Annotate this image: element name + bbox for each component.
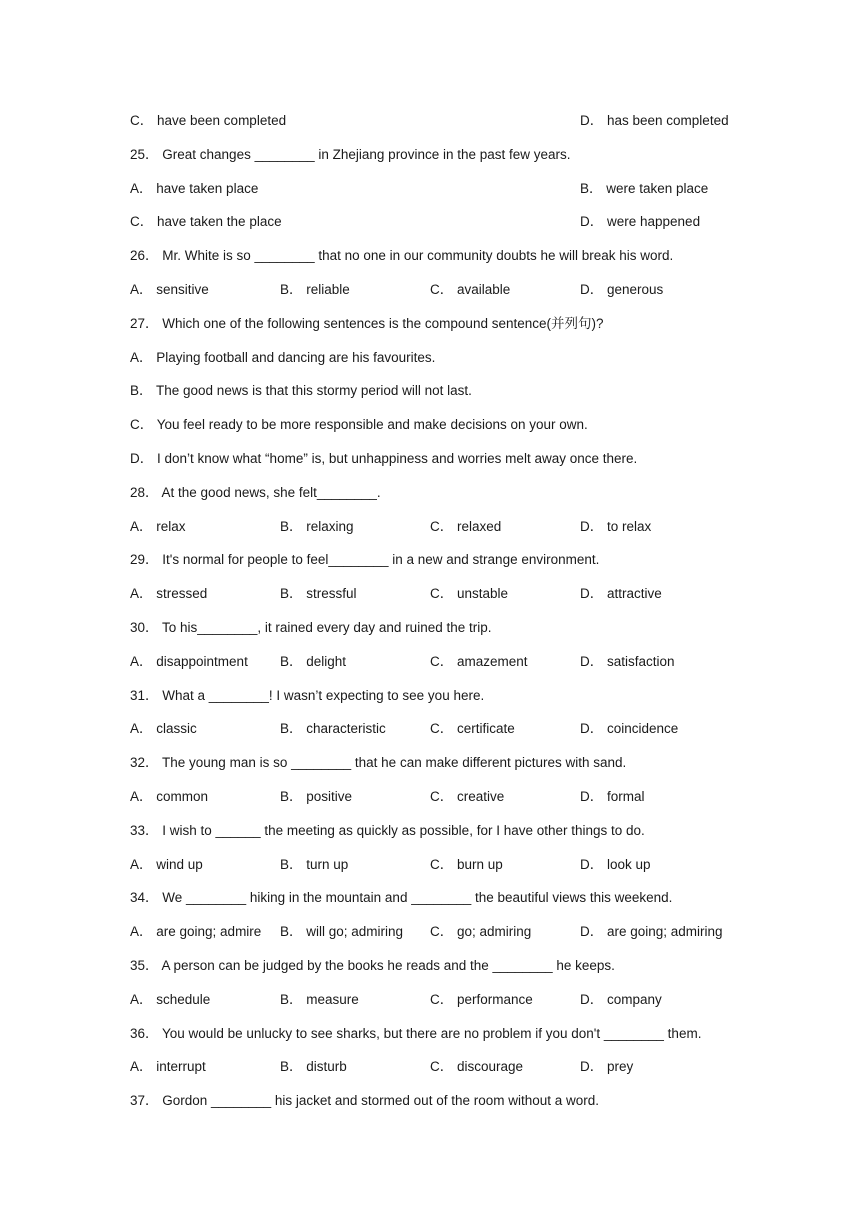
option: A． sensitive <box>130 282 209 297</box>
option: B． were taken place <box>580 180 709 196</box>
option: D． has been completed <box>580 113 729 128</box>
option: D． coincidence <box>580 721 679 737</box>
option: B． delight <box>280 653 347 669</box>
question-line: 36． You would be unlucky to see sharks, but there are no problem if you don't ________ them. <box>130 1025 702 1041</box>
option: C． go; admiring <box>430 924 532 940</box>
option: A． stressed <box>130 586 208 602</box>
option: D． generous <box>580 282 664 297</box>
option: D． attractive <box>580 586 662 602</box>
option: D． formal <box>580 789 645 804</box>
option: D． look up <box>580 856 651 872</box>
option: B． characteristic <box>280 721 386 737</box>
question-line: 34． We ________ hiking in the mountain and ________ the beautiful views this weekend. <box>130 890 673 906</box>
option: D． to relax <box>580 518 652 534</box>
option: A． common <box>130 789 209 804</box>
option: A． relax <box>130 518 186 534</box>
option: B． stressful <box>280 586 357 602</box>
question-line: 32． The young man is so ________ that he can make different pictures with sand. <box>130 755 627 771</box>
option: C． burn up <box>430 856 503 872</box>
option: C． have taken the place <box>130 214 282 230</box>
option: A． schedule <box>130 991 211 1007</box>
question-line: 27． Which one of the following sentences is the compound sentence(并列句)? <box>130 315 604 331</box>
option: D． satisfaction <box>580 653 675 669</box>
option: C． discourage <box>430 1059 524 1075</box>
option: A． are going; admire <box>130 924 262 940</box>
option: D． company <box>580 991 662 1007</box>
option: C． certificate <box>430 721 515 737</box>
option: C． available <box>430 282 511 297</box>
option: C． relaxed <box>430 518 502 534</box>
option: C． amazement <box>430 653 528 669</box>
option: A． interrupt <box>130 1059 206 1075</box>
option: B． disturb <box>280 1059 347 1075</box>
question-line: 29． It's normal for people to feel________ in a new and strange environment. <box>130 552 600 568</box>
option: A． wind up <box>130 856 203 872</box>
option: C． creative <box>430 789 505 804</box>
question-line: A． Playing football and dancing are his favourites. <box>130 349 436 365</box>
question-line: 28． At the good news, she felt________. <box>130 484 381 500</box>
question-line: C． You feel ready to be more responsible and make decisions on your own. <box>130 417 588 433</box>
option: A． have taken place <box>130 180 259 196</box>
option: D． were happened <box>580 214 701 230</box>
option: C． performance <box>430 991 533 1007</box>
question-line: 37． Gordon ________ his jacket and stormed out of the room without a word. <box>130 1093 600 1109</box>
option: B． measure <box>280 991 359 1007</box>
option: D． prey <box>580 1059 634 1075</box>
option: B． positive <box>280 789 353 804</box>
option: A． disappointment <box>130 653 248 669</box>
option: B． will go; admiring <box>280 924 404 940</box>
question-line: 31． What a ________! I wasn’t expecting to see you here. <box>130 687 485 703</box>
option: D． are going; admiring <box>580 924 723 940</box>
option: B． reliable <box>280 282 350 297</box>
question-line: B． The good news is that this stormy period will not last. <box>130 383 472 399</box>
question-line: 30． To his________, it rained every day and ruined the trip. <box>130 620 492 635</box>
option: B． turn up <box>280 856 349 872</box>
option: C． unstable <box>430 586 509 602</box>
option: B． relaxing <box>280 518 354 534</box>
option: C． have been completed <box>130 113 287 128</box>
question-line: 25． Great changes ________ in Zhejiang province in the past few years. <box>130 146 571 162</box>
question-line: 26． Mr. White is so ________ that no one in our community doubts he will break his word. <box>130 248 674 264</box>
option: A． classic <box>130 721 197 737</box>
question-line: D． I don’t know what “home” is, but unhappiness and worries melt away once there. <box>130 451 638 466</box>
question-line: 33． I wish to ______ the meeting as quickly as possible, for I have other things to do. <box>130 822 645 838</box>
question-line: 35． A person can be judged by the books he reads and the ________ he keeps. <box>130 958 615 973</box>
